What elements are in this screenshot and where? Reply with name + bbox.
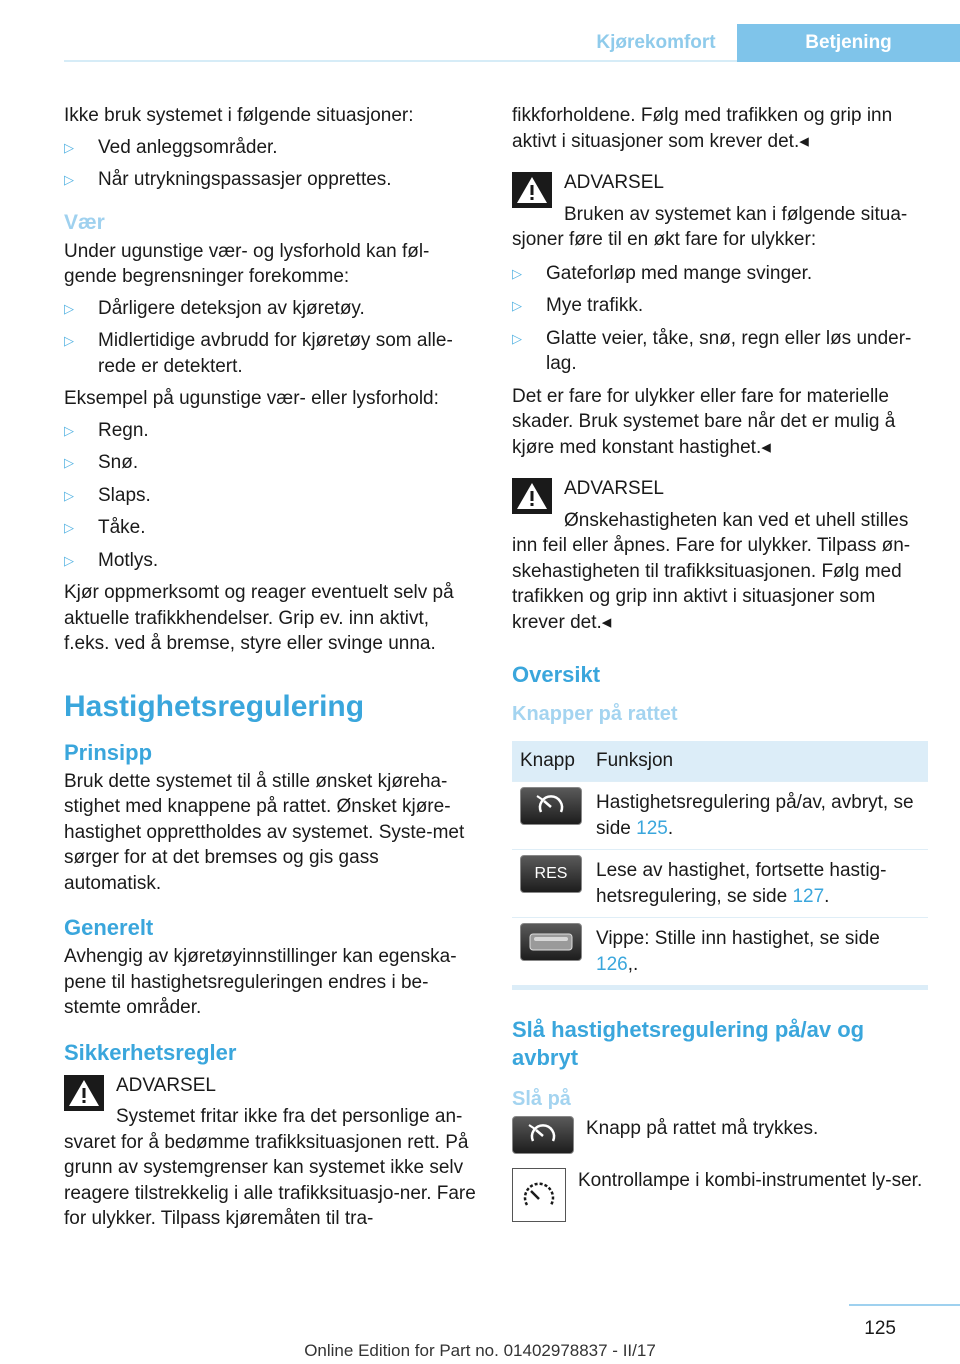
warning-first-line: Bruken av systemet kan i følgende situa- bbox=[564, 203, 908, 225]
intro-text: Ikke bruk systemet i følgende situasjoner: bbox=[64, 105, 414, 126]
table-row: Hastighetsregulering på/av, avbryt, se side 125. bbox=[512, 782, 928, 850]
right-column bbox=[512, 103, 928, 1222]
warning-first-line: Systemet fritar ikke fra det personlige an- bbox=[116, 1106, 463, 1127]
weather-heading: Vær bbox=[64, 210, 105, 234]
header-chapter-tab: Betjening bbox=[737, 24, 960, 62]
bullet-triangle-icon: ▷ bbox=[512, 298, 522, 313]
control-lamp-icon bbox=[512, 1168, 566, 1222]
press-text: Knapp på rattet må trykkes. bbox=[586, 1118, 819, 1139]
page-link[interactable]: 127 bbox=[792, 885, 825, 907]
warning-box bbox=[512, 170, 928, 253]
risk-text: Det er fare for ulykker eller fare for materielle skader. Bruk systemet bare når det er mulig å kjøre med konstant hastighet.◂ bbox=[512, 385, 896, 458]
warning-first-line: Ønskehastigheten kan ved et uhell stilles bbox=[564, 509, 909, 531]
safety-heading: Sikkerhetsregler bbox=[64, 1039, 237, 1065]
column-header: Funksjon bbox=[596, 750, 674, 772]
warning-triangle-icon bbox=[512, 172, 552, 208]
table-bottom-rule bbox=[512, 985, 928, 990]
general-heading: Generelt bbox=[64, 915, 154, 940]
list-item: ▷ Mye trafikk. bbox=[512, 293, 928, 319]
table-row: Vippe: Stille inn hastighet, se side 126,. bbox=[512, 918, 928, 985]
bullet-triangle-icon: ▷ bbox=[64, 333, 74, 348]
list-item: ▷ Motlys. bbox=[64, 548, 478, 574]
warning-box bbox=[512, 476, 928, 635]
continued-text: fikkforholdene. Følg med trafikken og grip inn aktivt i situasjoner som krever det.◂ bbox=[512, 105, 893, 152]
page-link[interactable]: 125 bbox=[636, 817, 668, 839]
list-item: ▷ Regn. bbox=[64, 418, 478, 444]
bullet-triangle-icon: ▷ bbox=[64, 487, 74, 503]
on-heading: Slå på bbox=[512, 1088, 571, 1110]
buttons-heading: Knapper på rattet bbox=[512, 703, 678, 725]
list-item: ▷ Dårligere deteksjon av kjøretøy. bbox=[64, 296, 478, 322]
res-button-icon: RES bbox=[520, 855, 582, 893]
main-heading: Hastighetsregulering bbox=[64, 689, 365, 723]
press-row bbox=[512, 1116, 928, 1154]
page-link[interactable]: 126 bbox=[596, 953, 628, 975]
attention-text: Kjør oppmerksomt og reager eventuelt selv på aktuelle trafikkhendelser. Grip ev. inn aktivt, f.eks. ved å bremse, styre eller svinge unna. bbox=[64, 582, 454, 654]
weather-text: Under ugunstige vær- og lysforhold kan føl-gende begrensninger forekomme: bbox=[64, 240, 430, 287]
lamp-text: Kontrollampe i kombi-instrumentet ly-ser. bbox=[578, 1170, 923, 1191]
page-number: 125 bbox=[864, 1318, 896, 1339]
warning-body: sjoner føre til en økt fare for ulykker: bbox=[512, 229, 817, 250]
bullet-triangle-icon: ▷ bbox=[64, 300, 74, 316]
header-section-tab: Kjørekomfort bbox=[596, 32, 716, 54]
bullet-triangle-icon: ▷ bbox=[64, 455, 74, 470]
bullet-triangle-icon: ▷ bbox=[64, 422, 74, 438]
overview-heading: Oversikt bbox=[512, 662, 601, 687]
buttons-table bbox=[512, 741, 928, 990]
list-item: ▷ Slaps. bbox=[64, 483, 478, 509]
footer-rule bbox=[849, 1304, 960, 1306]
warning-body: inn feil eller åpnes. Fare for ulykker. Tilpass øn-skehastigheten til trafikksituasjonen. Følg med trafikken og grip inn aktivt i situasjoner som krever det.◂ bbox=[512, 535, 911, 633]
cruise-control-button-icon bbox=[512, 1116, 574, 1154]
bullet-triangle-icon: ▷ bbox=[64, 172, 74, 187]
list-item: ▷ Glatte veier, tåke, snø, regn eller løs under-lag. bbox=[512, 326, 928, 377]
bullet-triangle-icon: ▷ bbox=[512, 330, 522, 346]
list-item: ▷ Tåke. bbox=[64, 515, 478, 541]
warning-label: ADVARSEL bbox=[564, 478, 664, 499]
list-item: ▷ Gateforløp med mange svinger. bbox=[512, 261, 928, 287]
table-row: RES Lese av hastighet, fortsette hastig-hetsregulering, se side 127. bbox=[512, 850, 928, 918]
warning-triangle-icon bbox=[64, 1075, 104, 1111]
warning-body: svaret for å bedømme trafikksituasjonen rett. På grunn av systemgrenser kan systemet ikke selv reagere tilstrekkelig i alle trafikksituasjo-ner. Fare for ulykker. Tilpass kjøremåten til tra- bbox=[64, 1131, 476, 1229]
bullet-triangle-icon: ▷ bbox=[512, 265, 522, 281]
onoff-heading: Slå hastighetsregulering på/av og avbryt bbox=[512, 1017, 865, 1070]
principle-heading: Prinsipp bbox=[64, 739, 153, 765]
general-text: Avhengig av kjøretøyinnstillinger kan egenska-pene til hastighetsreguleringen endres i be-stemte områder. bbox=[64, 946, 457, 1018]
warning-label: ADVARSEL bbox=[116, 1074, 216, 1096]
bullet-triangle-icon: ▷ bbox=[64, 552, 74, 568]
bullet-triangle-icon: ▷ bbox=[64, 139, 74, 155]
list-item: ▷ Midlertidige avbrudd for kjøretøy som alle-rede er detektert. bbox=[64, 328, 478, 379]
warning-triangle-icon bbox=[512, 478, 552, 514]
list-item: ▷ Snø. bbox=[64, 450, 478, 476]
left-column bbox=[64, 103, 478, 1240]
edition-footer: Online Edition for Part no. 01402978837 - II/17 bbox=[304, 1341, 656, 1360]
bullet-triangle-icon: ▷ bbox=[64, 520, 74, 535]
principle-text: Bruk dette systemet til å stille ønsket kjøreha-stighet med knappene på rattet. Ønsket kjøre-hastighet opprettholdes av systemet. Syste-met sørger for at det bremses og gis gass automatisk. bbox=[64, 770, 465, 894]
example-text: Eksempel på ugunstige vær- eller lysforhold: bbox=[64, 388, 439, 409]
warning-box bbox=[64, 1073, 478, 1232]
cruise-control-button-icon bbox=[520, 787, 582, 825]
lamp-row bbox=[512, 1168, 928, 1222]
list-item: ▷ Ved anleggsområder. bbox=[64, 135, 478, 161]
rocker-switch-icon bbox=[520, 923, 582, 961]
table-header bbox=[512, 741, 928, 782]
list-item: ▷ Når utrykningspassasjer opprettes. bbox=[64, 167, 478, 193]
warning-label: ADVARSEL bbox=[564, 172, 664, 193]
column-header: Knapp bbox=[520, 750, 575, 772]
